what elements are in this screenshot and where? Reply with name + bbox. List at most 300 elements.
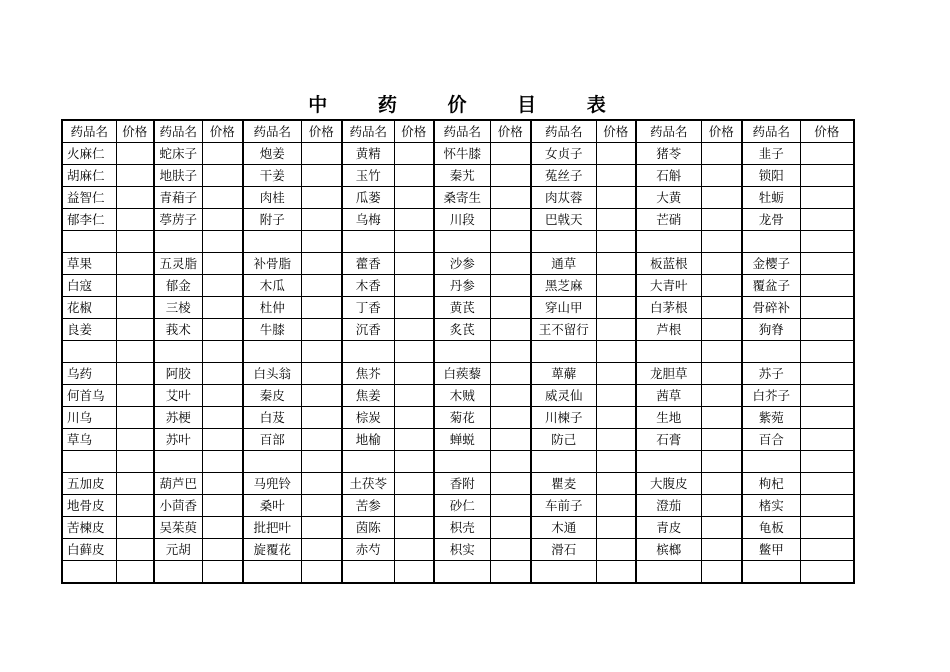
drug-name-cell: 黄芪 <box>434 297 490 319</box>
drug-name-cell: 三棱 <box>154 297 202 319</box>
price-cell <box>301 341 342 363</box>
price-cell <box>202 473 243 495</box>
table-row <box>62 451 854 473</box>
price-cell <box>490 407 531 429</box>
price-cell <box>596 253 636 275</box>
drug-name-cell <box>342 561 394 584</box>
drug-name-cell: 怀牛膝 <box>434 143 490 165</box>
price-cell <box>800 297 854 319</box>
price-cell <box>596 539 636 561</box>
drug-name-cell: 肉桂 <box>243 187 301 209</box>
price-cell <box>596 407 636 429</box>
table-row <box>62 253 854 275</box>
price-cell <box>394 517 434 539</box>
drug-name-cell: 草乌 <box>62 429 116 451</box>
drug-name-cell: 苏子 <box>742 363 800 385</box>
drug-name-cell: 白蒺藜 <box>434 363 490 385</box>
price-cell <box>394 407 434 429</box>
drug-name-cell: 秦艽 <box>434 165 490 187</box>
drug-name-cell: 炙芪 <box>434 319 490 341</box>
drug-name-cell: 香附 <box>434 473 490 495</box>
price-cell <box>301 385 342 407</box>
price-cell <box>800 187 854 209</box>
drug-name-cell: 丹参 <box>434 275 490 297</box>
price-cell <box>701 385 742 407</box>
price-cell <box>301 473 342 495</box>
drug-name-cell: 小茴香 <box>154 495 202 517</box>
drug-name-cell: 蝉蜕 <box>434 429 490 451</box>
drug-name-cell <box>636 451 701 473</box>
price-cell <box>701 517 742 539</box>
drug-name-cell: 沙参 <box>434 253 490 275</box>
drug-name-cell <box>531 451 596 473</box>
drug-name-cell: 澄茄 <box>636 495 701 517</box>
price-cell <box>596 341 636 363</box>
drug-name-cell: 地骨皮 <box>62 495 116 517</box>
price-cell <box>301 319 342 341</box>
drug-name-cell: 火麻仁 <box>62 143 116 165</box>
drug-name-cell: 木瓜 <box>243 275 301 297</box>
price-cell <box>116 517 154 539</box>
table-row <box>62 517 854 539</box>
drug-name-cell: 旋覆花 <box>243 539 301 561</box>
price-cell <box>202 429 243 451</box>
drug-name-cell: 茵陈 <box>342 517 394 539</box>
drug-name-cell: 地榆 <box>342 429 394 451</box>
drug-name-cell <box>62 231 116 253</box>
drug-name-cell: 花椒 <box>62 297 116 319</box>
price-cell <box>394 341 434 363</box>
drug-name-cell: 防己 <box>531 429 596 451</box>
price-cell <box>800 165 854 187</box>
drug-name-cell <box>434 341 490 363</box>
price-cell <box>701 319 742 341</box>
header-name-cell: 药品名 <box>243 120 301 143</box>
header-name-cell: 药品名 <box>434 120 490 143</box>
price-cell <box>301 297 342 319</box>
price-cell <box>490 341 531 363</box>
drug-name-cell: 覆盆子 <box>742 275 800 297</box>
price-cell <box>394 561 434 584</box>
price-cell <box>301 407 342 429</box>
price-cell <box>116 451 154 473</box>
drug-name-cell: 青葙子 <box>154 187 202 209</box>
drug-name-cell: 葫芦巴 <box>154 473 202 495</box>
drug-name-cell: 猪苓 <box>636 143 701 165</box>
price-cell <box>202 165 243 187</box>
drug-name-cell <box>154 561 202 584</box>
price-cell <box>701 363 742 385</box>
drug-name-cell: 胡麻仁 <box>62 165 116 187</box>
drug-name-cell: 沉香 <box>342 319 394 341</box>
price-cell <box>202 231 243 253</box>
drug-name-cell: 龟板 <box>742 517 800 539</box>
drug-name-cell <box>636 561 701 584</box>
price-cell <box>800 341 854 363</box>
header-price-cell: 价格 <box>701 120 742 143</box>
drug-name-cell: 大腹皮 <box>636 473 701 495</box>
price-cell <box>202 539 243 561</box>
price-cell <box>701 561 742 584</box>
drug-name-cell <box>434 561 490 584</box>
drug-name-cell <box>342 451 394 473</box>
drug-name-cell: 狗脊 <box>742 319 800 341</box>
header-price-cell: 价格 <box>116 120 154 143</box>
drug-name-cell <box>243 341 301 363</box>
drug-name-cell: 乌梅 <box>342 209 394 231</box>
price-cell <box>394 451 434 473</box>
drug-name-cell: 白芨 <box>243 407 301 429</box>
price-cell <box>596 165 636 187</box>
drug-name-cell: 王不留行 <box>531 319 596 341</box>
drug-name-cell <box>154 451 202 473</box>
drug-name-cell: 通草 <box>531 253 596 275</box>
header-name-cell: 药品名 <box>154 120 202 143</box>
drug-name-cell: 骨碎补 <box>742 297 800 319</box>
price-cell <box>202 517 243 539</box>
price-cell <box>116 385 154 407</box>
drug-name-cell: 鳖甲 <box>742 539 800 561</box>
table-row <box>62 231 854 253</box>
price-cell <box>490 385 531 407</box>
price-cell <box>596 275 636 297</box>
price-cell <box>596 561 636 584</box>
drug-name-cell <box>342 231 394 253</box>
page-title: 中 药 价 目 表 <box>308 94 628 116</box>
header-price-cell: 价格 <box>490 120 531 143</box>
price-cell <box>701 143 742 165</box>
drug-name-cell: 元胡 <box>154 539 202 561</box>
price-cell <box>202 319 243 341</box>
drug-name-cell: 茜草 <box>636 385 701 407</box>
price-cell <box>394 473 434 495</box>
drug-name-cell: 草果 <box>62 253 116 275</box>
drug-name-cell: 大青叶 <box>636 275 701 297</box>
price-cell <box>800 539 854 561</box>
header-price-cell: 价格 <box>394 120 434 143</box>
header-name-cell: 药品名 <box>636 120 701 143</box>
price-cell <box>394 385 434 407</box>
drug-name-cell: 杜仲 <box>243 297 301 319</box>
price-cell <box>202 209 243 231</box>
header-name-cell: 药品名 <box>62 120 116 143</box>
drug-name-cell: 蛇床子 <box>154 143 202 165</box>
table-row <box>62 341 854 363</box>
table-row <box>62 165 854 187</box>
drug-name-cell: 青皮 <box>636 517 701 539</box>
price-cell <box>800 451 854 473</box>
price-cell <box>701 187 742 209</box>
price-cell <box>116 253 154 275</box>
table-row <box>62 473 854 495</box>
drug-name-cell <box>154 341 202 363</box>
drug-name-cell <box>62 451 116 473</box>
price-cell <box>394 319 434 341</box>
price-cell <box>116 275 154 297</box>
price-cell <box>394 231 434 253</box>
drug-name-cell: 牡蛎 <box>742 187 800 209</box>
drug-name-cell <box>243 561 301 584</box>
drug-name-cell: 白茅根 <box>636 297 701 319</box>
table-row <box>62 187 854 209</box>
price-cell <box>301 363 342 385</box>
drug-name-cell <box>742 451 800 473</box>
price-cell <box>301 231 342 253</box>
price-cell <box>800 561 854 584</box>
drug-name-cell: 木香 <box>342 275 394 297</box>
table-row <box>62 143 854 165</box>
drug-name-cell: 苏梗 <box>154 407 202 429</box>
price-cell <box>202 407 243 429</box>
price-cell <box>596 231 636 253</box>
price-cell <box>202 143 243 165</box>
price-cell <box>800 275 854 297</box>
price-cell <box>596 495 636 517</box>
price-cell <box>800 319 854 341</box>
price-cell <box>701 495 742 517</box>
price-cell <box>701 165 742 187</box>
drug-name-cell: 乌药 <box>62 363 116 385</box>
price-cell <box>394 275 434 297</box>
drug-name-cell: 滑石 <box>531 539 596 561</box>
price-cell <box>701 275 742 297</box>
price-cell <box>394 297 434 319</box>
table-row <box>62 385 854 407</box>
table-row <box>62 561 854 584</box>
price-cell <box>490 253 531 275</box>
drug-name-cell: 石膏 <box>636 429 701 451</box>
drug-name-cell: 苏叶 <box>154 429 202 451</box>
price-cell <box>394 363 434 385</box>
price-cell <box>800 363 854 385</box>
drug-name-cell: 石斛 <box>636 165 701 187</box>
drug-name-cell: 艾叶 <box>154 385 202 407</box>
drug-name-cell: 龙骨 <box>742 209 800 231</box>
drug-name-cell: 川乌 <box>62 407 116 429</box>
price-cell <box>800 517 854 539</box>
price-table <box>61 119 855 584</box>
drug-name-cell <box>243 231 301 253</box>
drug-name-cell: 女贞子 <box>531 143 596 165</box>
table-row <box>62 297 854 319</box>
drug-name-cell: 芒硝 <box>636 209 701 231</box>
drug-name-cell <box>531 341 596 363</box>
header-price-cell: 价格 <box>596 120 636 143</box>
drug-name-cell: 赤芍 <box>342 539 394 561</box>
price-cell <box>800 209 854 231</box>
drug-name-cell: 川段 <box>434 209 490 231</box>
price-cell <box>490 187 531 209</box>
drug-name-cell <box>434 231 490 253</box>
price-cell <box>116 143 154 165</box>
drug-name-cell: 五灵脂 <box>154 253 202 275</box>
price-cell <box>202 275 243 297</box>
price-cell <box>202 297 243 319</box>
price-cell <box>116 231 154 253</box>
table-row <box>62 275 854 297</box>
price-cell <box>800 473 854 495</box>
drug-name-cell: 马兜铃 <box>243 473 301 495</box>
price-cell <box>116 539 154 561</box>
table-row <box>62 539 854 561</box>
price-cell <box>596 473 636 495</box>
drug-name-cell: 苦参 <box>342 495 394 517</box>
price-cell <box>701 253 742 275</box>
price-cell <box>490 297 531 319</box>
price-cell <box>116 363 154 385</box>
price-cell <box>596 363 636 385</box>
drug-name-cell: 木通 <box>531 517 596 539</box>
drug-name-cell: 菊花 <box>434 407 490 429</box>
drug-name-cell: 郁李仁 <box>62 209 116 231</box>
drug-name-cell: 桑寄生 <box>434 187 490 209</box>
drug-name-cell <box>742 341 800 363</box>
drug-name-cell: 砂仁 <box>434 495 490 517</box>
price-cell <box>596 297 636 319</box>
price-cell <box>301 165 342 187</box>
price-cell <box>596 209 636 231</box>
drug-name-cell <box>154 231 202 253</box>
drug-name-cell: 葶苈子 <box>154 209 202 231</box>
drug-name-cell <box>243 451 301 473</box>
price-cell <box>596 143 636 165</box>
drug-name-cell: 板蓝根 <box>636 253 701 275</box>
table-row <box>62 363 854 385</box>
drug-name-cell: 瞿麦 <box>531 473 596 495</box>
header-price-cell: 价格 <box>202 120 243 143</box>
drug-name-cell: 菟丝子 <box>531 165 596 187</box>
price-cell <box>596 451 636 473</box>
drug-name-cell <box>636 231 701 253</box>
price-cell <box>116 165 154 187</box>
drug-name-cell: 威灵仙 <box>531 385 596 407</box>
price-cell <box>490 231 531 253</box>
price-cell <box>116 297 154 319</box>
drug-name-cell: 大黄 <box>636 187 701 209</box>
drug-name-cell: 黄精 <box>342 143 394 165</box>
price-cell <box>116 209 154 231</box>
price-cell <box>490 539 531 561</box>
price-cell <box>116 319 154 341</box>
price-cell <box>301 429 342 451</box>
price-cell <box>301 495 342 517</box>
price-cell <box>800 253 854 275</box>
price-cell <box>701 407 742 429</box>
price-cell <box>301 209 342 231</box>
price-cell <box>596 319 636 341</box>
price-cell <box>800 231 854 253</box>
price-cell <box>301 275 342 297</box>
drug-name-cell: 芦根 <box>636 319 701 341</box>
price-cell <box>701 473 742 495</box>
price-cell <box>701 451 742 473</box>
price-cell <box>116 429 154 451</box>
drug-name-cell: 白藓皮 <box>62 539 116 561</box>
drug-name-cell: 川楝子 <box>531 407 596 429</box>
drug-name-cell: 炮姜 <box>243 143 301 165</box>
price-cell <box>490 495 531 517</box>
drug-name-cell: 何首乌 <box>62 385 116 407</box>
price-cell <box>394 253 434 275</box>
drug-name-cell: 地肤子 <box>154 165 202 187</box>
drug-name-cell: 木贼 <box>434 385 490 407</box>
drug-name-cell: 焦姜 <box>342 385 394 407</box>
price-cell <box>800 495 854 517</box>
drug-name-cell <box>434 451 490 473</box>
price-cell <box>800 143 854 165</box>
header-name-cell: 药品名 <box>531 120 596 143</box>
price-cell <box>701 231 742 253</box>
drug-name-cell <box>342 341 394 363</box>
drug-name-cell <box>62 561 116 584</box>
drug-name-cell: 良姜 <box>62 319 116 341</box>
price-cell <box>394 209 434 231</box>
header-price-cell: 价格 <box>800 120 854 143</box>
price-cell <box>800 407 854 429</box>
drug-name-cell: 土茯苓 <box>342 473 394 495</box>
drug-name-cell: 百合 <box>742 429 800 451</box>
price-cell <box>490 451 531 473</box>
drug-name-cell: 益智仁 <box>62 187 116 209</box>
price-cell <box>701 341 742 363</box>
price-cell <box>301 143 342 165</box>
drug-name-cell: 萆薢 <box>531 363 596 385</box>
header-row <box>62 120 854 143</box>
header-name-cell: 药品名 <box>342 120 394 143</box>
drug-name-cell: 补骨脂 <box>243 253 301 275</box>
drug-name-cell: 楮实 <box>742 495 800 517</box>
drug-name-cell: 白头翁 <box>243 363 301 385</box>
price-cell <box>701 539 742 561</box>
table-row <box>62 319 854 341</box>
drug-name-cell <box>742 231 800 253</box>
price-cell <box>394 495 434 517</box>
price-cell <box>202 187 243 209</box>
price-cell <box>490 275 531 297</box>
price-cell <box>301 517 342 539</box>
drug-name-cell: 枸杞 <box>742 473 800 495</box>
drug-name-cell: 锁阳 <box>742 165 800 187</box>
table-row <box>62 407 854 429</box>
drug-name-cell: 莪术 <box>154 319 202 341</box>
drug-name-cell: 批把叶 <box>243 517 301 539</box>
price-cell <box>394 187 434 209</box>
price-cell <box>490 517 531 539</box>
drug-name-cell: 韭子 <box>742 143 800 165</box>
drug-name-cell: 五加皮 <box>62 473 116 495</box>
drug-name-cell <box>531 231 596 253</box>
price-cell <box>301 561 342 584</box>
price-cell <box>490 165 531 187</box>
price-cell <box>490 473 531 495</box>
drug-name-cell <box>742 561 800 584</box>
price-cell <box>301 187 342 209</box>
price-cell <box>394 539 434 561</box>
drug-name-cell <box>636 341 701 363</box>
price-cell <box>116 407 154 429</box>
drug-name-cell: 黑芝麻 <box>531 275 596 297</box>
price-cell <box>490 429 531 451</box>
drug-name-cell: 金樱子 <box>742 253 800 275</box>
drug-name-cell: 郁金 <box>154 275 202 297</box>
price-cell <box>202 451 243 473</box>
drug-name-cell: 藿香 <box>342 253 394 275</box>
drug-name-cell: 焦芥 <box>342 363 394 385</box>
price-cell <box>301 451 342 473</box>
price-cell <box>596 187 636 209</box>
drug-name-cell: 阿胶 <box>154 363 202 385</box>
drug-name-cell: 生地 <box>636 407 701 429</box>
